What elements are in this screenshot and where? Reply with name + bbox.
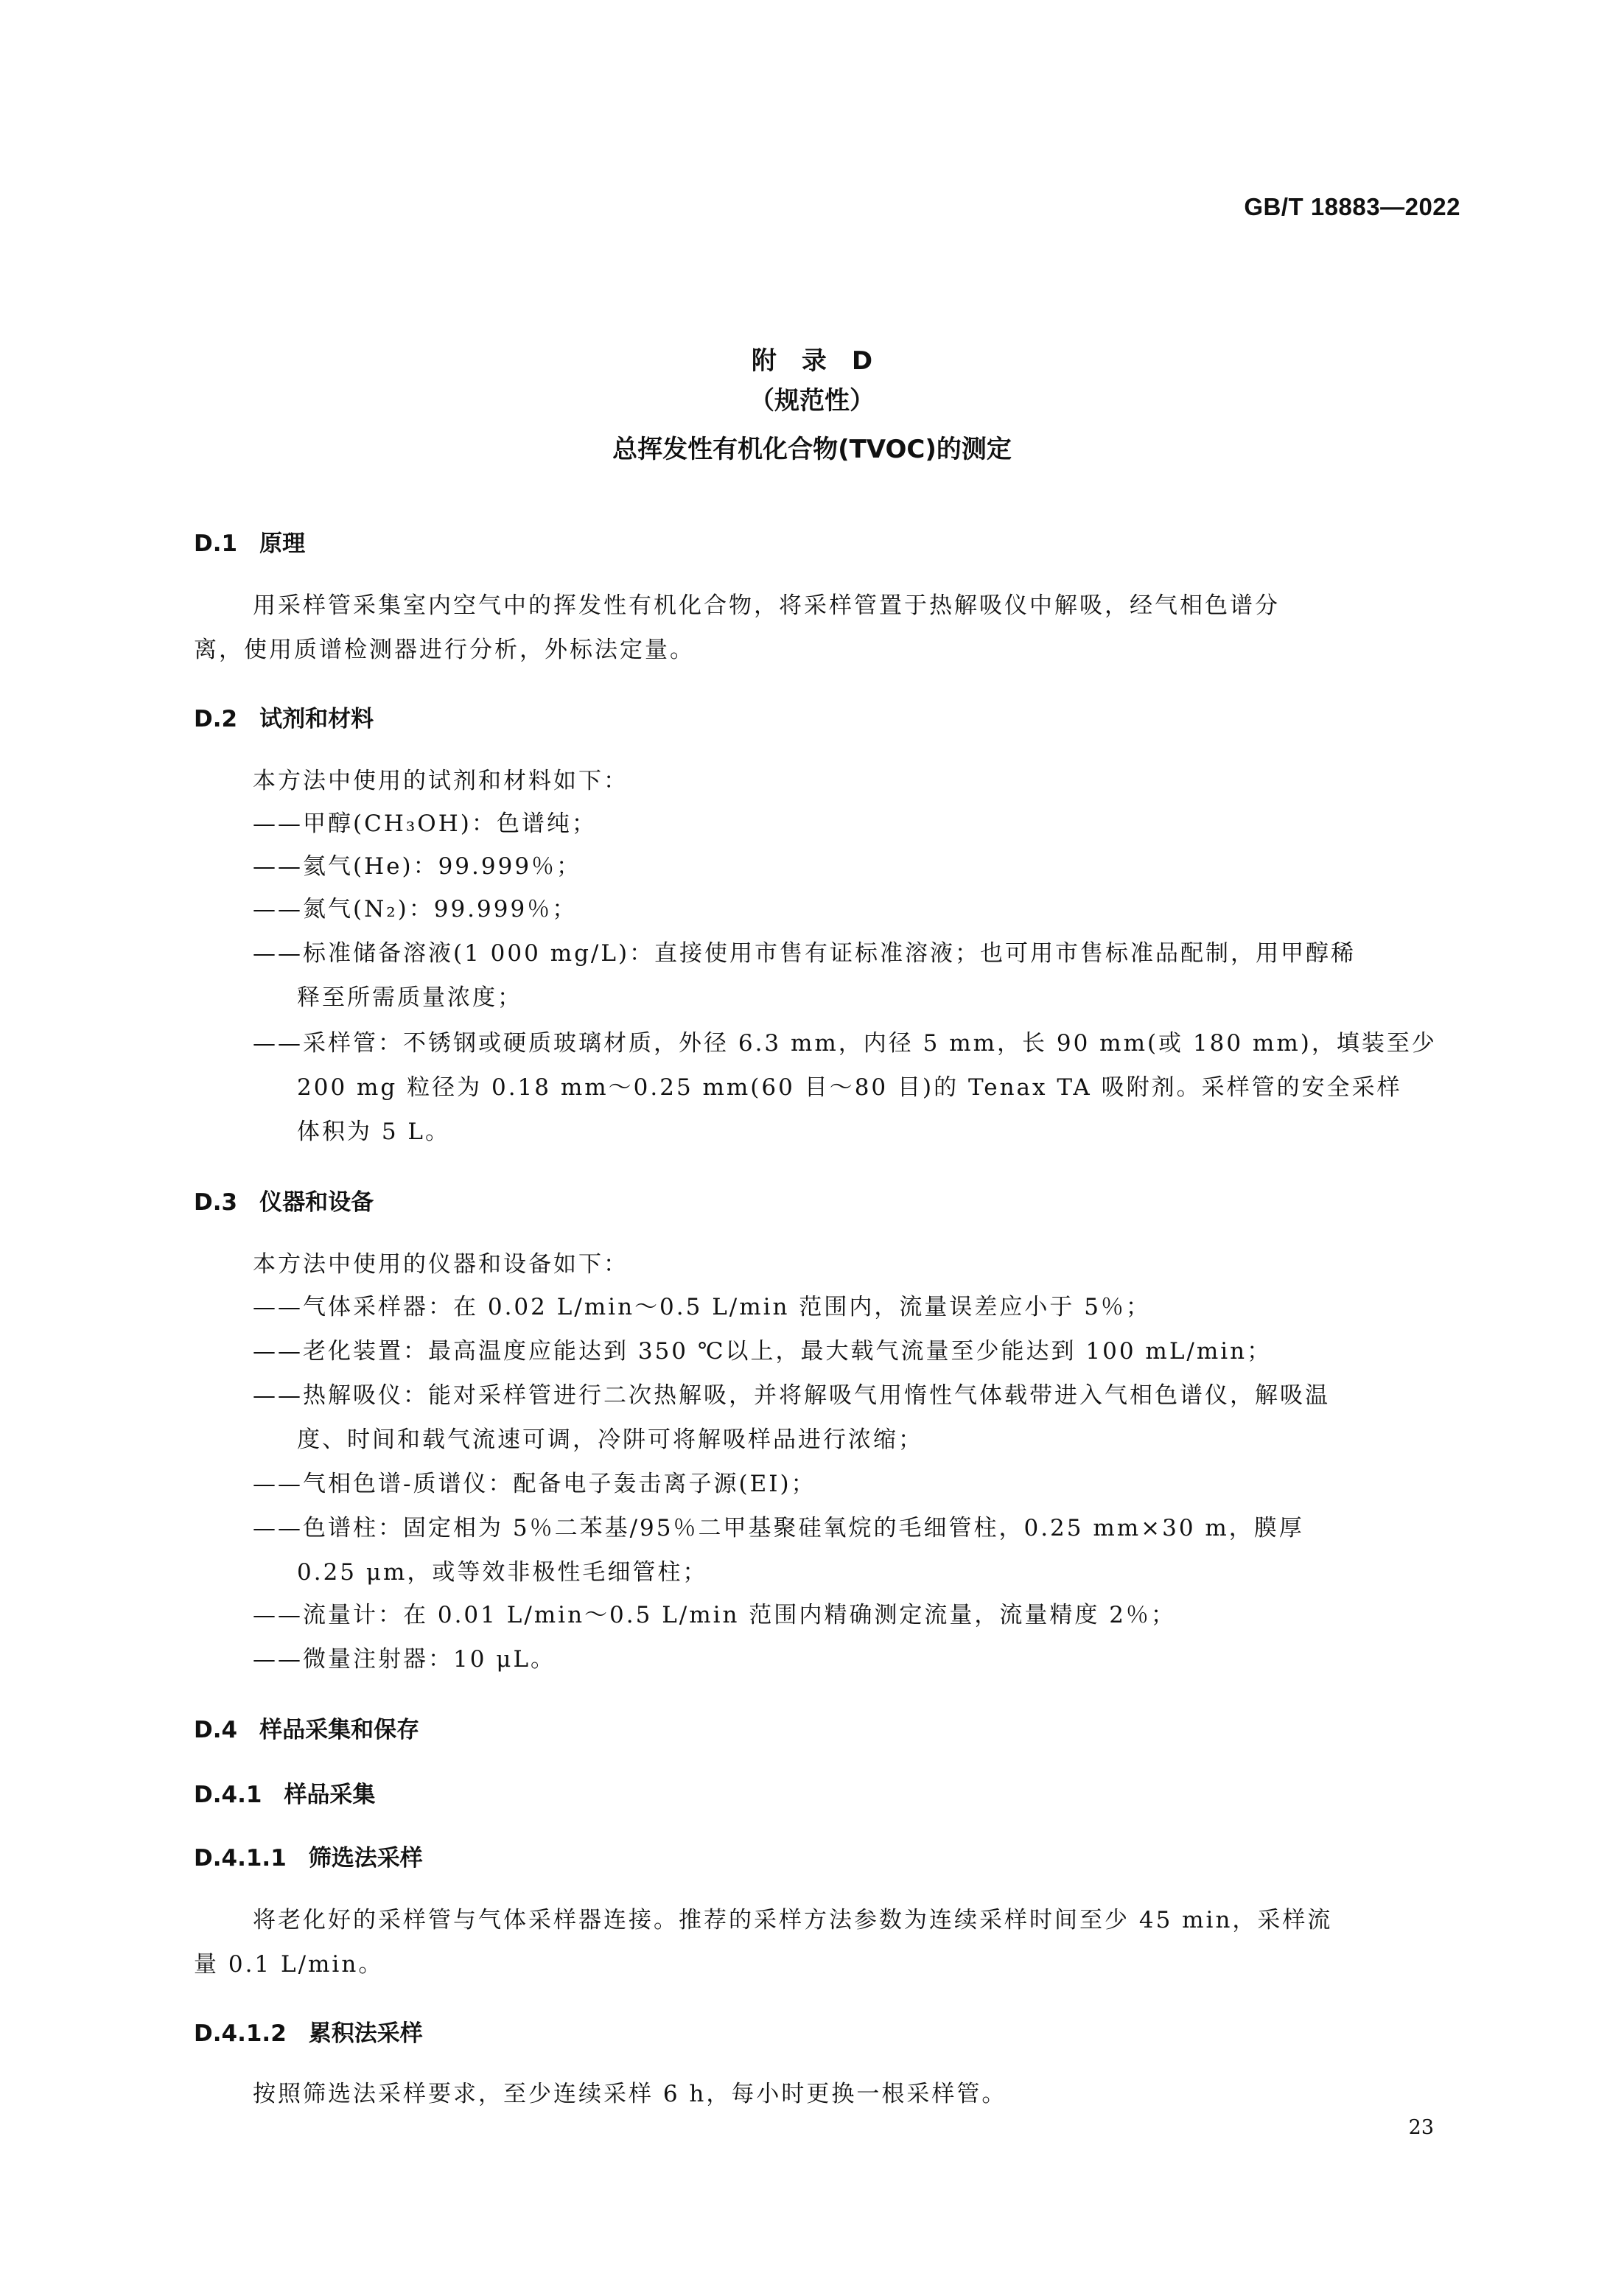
annex-label-c: D xyxy=(851,346,873,376)
section-title: 试剂和材料 xyxy=(259,706,374,732)
list-item: ——气相色谱-质谱仪：配备电子轰击离子源(EI)； xyxy=(253,1471,816,1497)
section-heading-d1 xyxy=(194,525,305,558)
section-heading-d4-1-2 xyxy=(194,2014,423,2048)
page-number: 23 xyxy=(1408,2116,1434,2139)
annex-title xyxy=(0,340,1624,377)
section-number: D.1 xyxy=(194,531,238,557)
list-item: ——热解吸仪：能对采样管进行二次热解吸，并将解吸气用惰性气体载带进入气相色谱仪，解吸温 xyxy=(253,1382,1330,1409)
section-heading-d3 xyxy=(194,1183,374,1216)
annex-label-a: 附 xyxy=(751,346,777,376)
list-item-continuation: 度、时间和载气流速可调，冷阱可将解吸样品进行浓缩； xyxy=(297,1426,923,1453)
paragraph: 本方法中使用的仪器和设备如下： xyxy=(253,1251,629,1278)
list-item: ——老化装置：最高温度应能达到 350 ℃以上，最大载气流量至少能达到 100 mL/min； xyxy=(253,1338,1273,1365)
annex-label-b: 录 xyxy=(801,346,827,376)
paragraph: 量 0.1 L/min。 xyxy=(194,1951,384,1978)
section-heading-d4 xyxy=(194,1711,419,1744)
section-number: D.4 xyxy=(194,1717,238,1743)
section-title: 样品采集 xyxy=(284,1782,376,1808)
section-title: 仪器和设备 xyxy=(259,1189,374,1216)
section-number: D.4.1.2 xyxy=(194,2020,287,2047)
list-item-continuation: 200 mg 粒径为 0.18 mm～0.25 mm(60 目～80 目)的 Tenax TA 吸附剂。采样管的安全采样 xyxy=(297,1074,1402,1101)
standard-code: GB/T 18883—2022 xyxy=(1244,193,1460,220)
annex-name: 总挥发性有机化合物(TVOC)的测定 xyxy=(612,435,1012,464)
section-title: 原理 xyxy=(259,531,306,557)
paragraph: 按照筛选法采样要求，至少连续采样 6 h，每小时更换一根采样管。 xyxy=(253,2081,1007,2107)
list-item: ——气体采样器：在 0.02 L/min～0.5 L/min 范围内，流量误差应小于 5％； xyxy=(253,1294,1151,1320)
list-item: ——氮气(N₂)：99.999％； xyxy=(253,896,578,923)
list-item: ——流量计：在 0.01 L/min～0.5 L/min 范围内精确测定流量，流量精度 2％； xyxy=(253,1602,1176,1628)
list-item: ——甲醇(CH₃OH)：色谱纯； xyxy=(253,811,597,837)
section-title: 累积法采样 xyxy=(308,2020,423,2047)
paragraph: 本方法中使用的试剂和材料如下： xyxy=(253,768,629,794)
paragraph: 离，使用质谱检测器进行分析，外标法定量。 xyxy=(194,637,695,663)
section-title: 筛选法采样 xyxy=(308,1845,423,1872)
list-item: ——微量注射器：10 μL。 xyxy=(253,1646,556,1673)
list-item: ——标准储备溶液(1 000 mg/L)：直接使用市售有证标准溶液；也可用市售标准品配制，用甲醇稀 xyxy=(253,940,1357,967)
annex-type: （规范性） xyxy=(749,386,875,416)
section-heading-d4-1-1 xyxy=(194,1839,423,1872)
list-item-continuation: 体积为 5 L。 xyxy=(297,1119,451,1145)
section-number: D.3 xyxy=(194,1189,238,1216)
section-number: D.4.1 xyxy=(194,1782,262,1808)
section-number: D.2 xyxy=(194,706,238,732)
list-item-continuation: 0.25 μm，或等效非极性毛细管柱； xyxy=(297,1559,708,1586)
paragraph: 将老化好的采样管与气体采样器连接。推荐的采样方法参数为连续采样时间至少 45 min，采样流 xyxy=(253,1907,1333,1933)
paragraph: 用采样管采集室内空气中的挥发性有机化合物，将采样管置于热解吸仪中解吸，经气相色谱分 xyxy=(253,592,1280,619)
section-number: D.4.1.1 xyxy=(194,1845,287,1872)
list-item: ——采样管：不锈钢或硬质玻璃材质，外径 6.3 mm，内径 5 mm，长 90 mm(或 180 mm)，填装至少 xyxy=(253,1030,1437,1057)
list-item-continuation: 释至所需质量浓度； xyxy=(297,984,522,1011)
section-heading-d4-1 xyxy=(194,1776,375,1809)
list-item: ——色谱柱：固定相为 5％二苯基/95％二甲基聚硅氧烷的毛细管柱，0.25 mm×30 m，膜厚 xyxy=(253,1515,1304,1541)
section-heading-d2 xyxy=(194,700,374,733)
list-item: ——氦气(He)：99.999％； xyxy=(253,853,582,880)
section-title: 样品采集和保存 xyxy=(259,1717,420,1743)
